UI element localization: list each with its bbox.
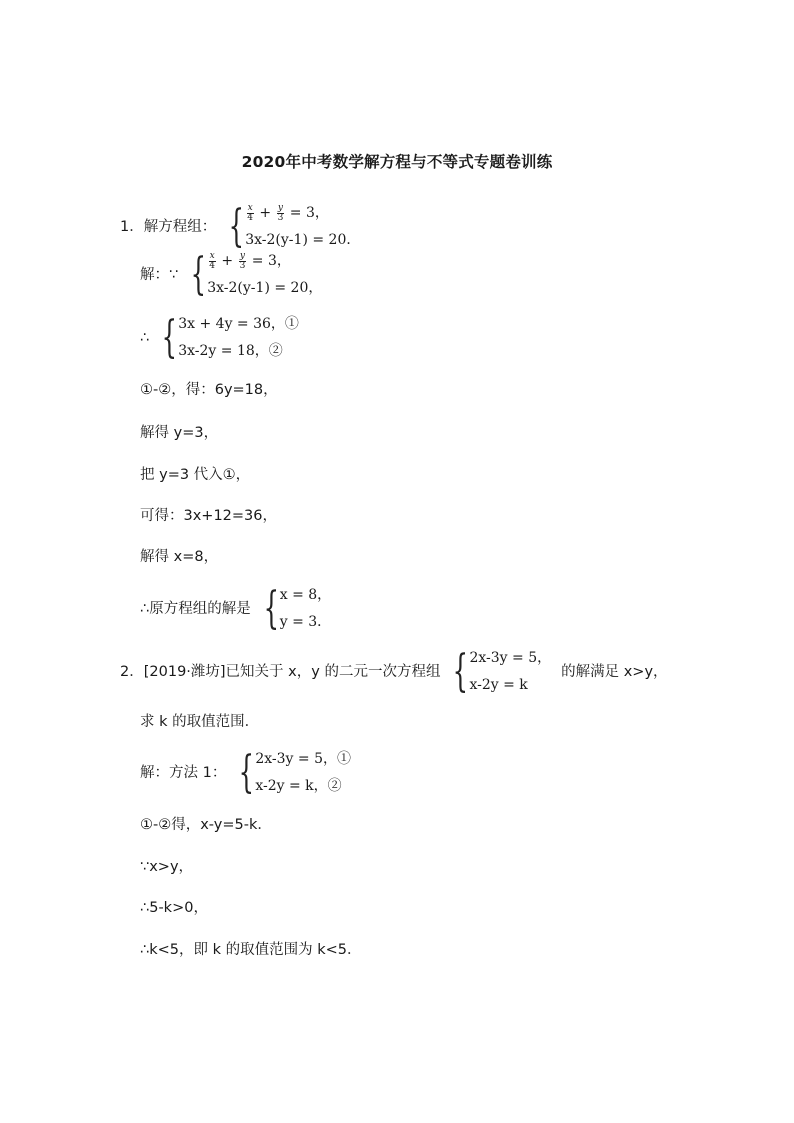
- equation-row: x-2y = k，②: [255, 778, 342, 794]
- brace-icon: {: [263, 583, 279, 634]
- equation-system: [178, 248, 322, 302]
- question-1: [120, 200, 360, 254]
- equation-row: $\frac{x}{4}$ + $\frac{y}{3}$ = 3，: [209, 250, 291, 271]
- solution-step: ∴k<5，即 k 的取值范围为 k<5．: [140, 942, 362, 958]
- solution-step: 可得：3x+12=36，: [140, 508, 278, 524]
- equation-system: [251, 582, 331, 636]
- brace-icon: {: [190, 249, 207, 300]
- equation-system: [149, 311, 299, 365]
- question-prompt-cont: 的解满足 x>y，: [561, 664, 668, 680]
- solution-step: 把 y=3 代入①，: [140, 467, 251, 483]
- page-title: 2020年中考数学解方程与不等式专题卷训练: [241, 153, 553, 171]
- question-2: [120, 645, 668, 699]
- fraction: $\frac{x}{4}$: [209, 250, 215, 271]
- equation-row: x = 8，: [279, 587, 332, 603]
- solution-label: 解：∵: [140, 267, 179, 283]
- equation-row: 3x-2y = 18，②: [178, 343, 283, 359]
- equation-row: 3x-2(y-1) = 20．: [245, 232, 361, 248]
- solution-step: ①-②得，x-y=5-k．: [140, 817, 272, 833]
- fraction: $\frac{y}{3}$: [277, 202, 284, 223]
- fraction: $\frac{x}{4}$: [247, 202, 253, 223]
- question-prompt: [2019·潍坊]已知关于 x，y 的二元一次方程组: [143, 664, 441, 680]
- brace-icon: {: [238, 747, 255, 798]
- solution-step: 解得 x=8，: [140, 549, 219, 565]
- equation-row: x-2y = k: [469, 677, 528, 693]
- solution-1-system: [140, 311, 299, 365]
- solution-step: ①-②，得：6y=18，: [140, 382, 278, 398]
- solution-1-start: [140, 248, 322, 302]
- question-number: 2．: [120, 664, 144, 680]
- brace-icon: {: [228, 201, 245, 252]
- equation-system: [216, 200, 360, 254]
- solution-step: ∴5-k>0，: [140, 900, 208, 916]
- question-number: 1．: [120, 219, 144, 235]
- equation-row: $\frac{x}{4}$ + $\frac{y}{3}$ = 3，: [247, 202, 329, 223]
- equation-system: [226, 746, 351, 800]
- solution-step: ∵x>y，: [140, 859, 194, 875]
- question-prompt-cont: 求 k 的取值范围．: [140, 714, 260, 730]
- equation-system: [440, 645, 551, 699]
- equation-row: 2x-3y = 5，①: [255, 751, 351, 767]
- solution-2-start: [140, 746, 351, 800]
- solution-1-final: [140, 582, 331, 636]
- solution-label: 解：方法 1：: [140, 765, 227, 781]
- question-prompt: 解方程组：: [143, 219, 217, 235]
- fraction: $\frac{y}{3}$: [239, 250, 246, 271]
- solution-step: 解得 y=3，: [140, 425, 219, 441]
- final-label: ∴原方程组的解是: [140, 601, 251, 617]
- equation-row: y = 3．: [279, 614, 332, 630]
- equation-row: 3x-2(y-1) = 20，: [207, 280, 323, 296]
- equation-row: 3x + 4y = 36，①: [178, 316, 299, 332]
- brace-icon: {: [161, 312, 178, 363]
- brace-icon: {: [453, 646, 469, 697]
- therefore-symbol: ∴: [140, 330, 150, 346]
- equation-row: 2x-3y = 5，: [469, 650, 552, 666]
